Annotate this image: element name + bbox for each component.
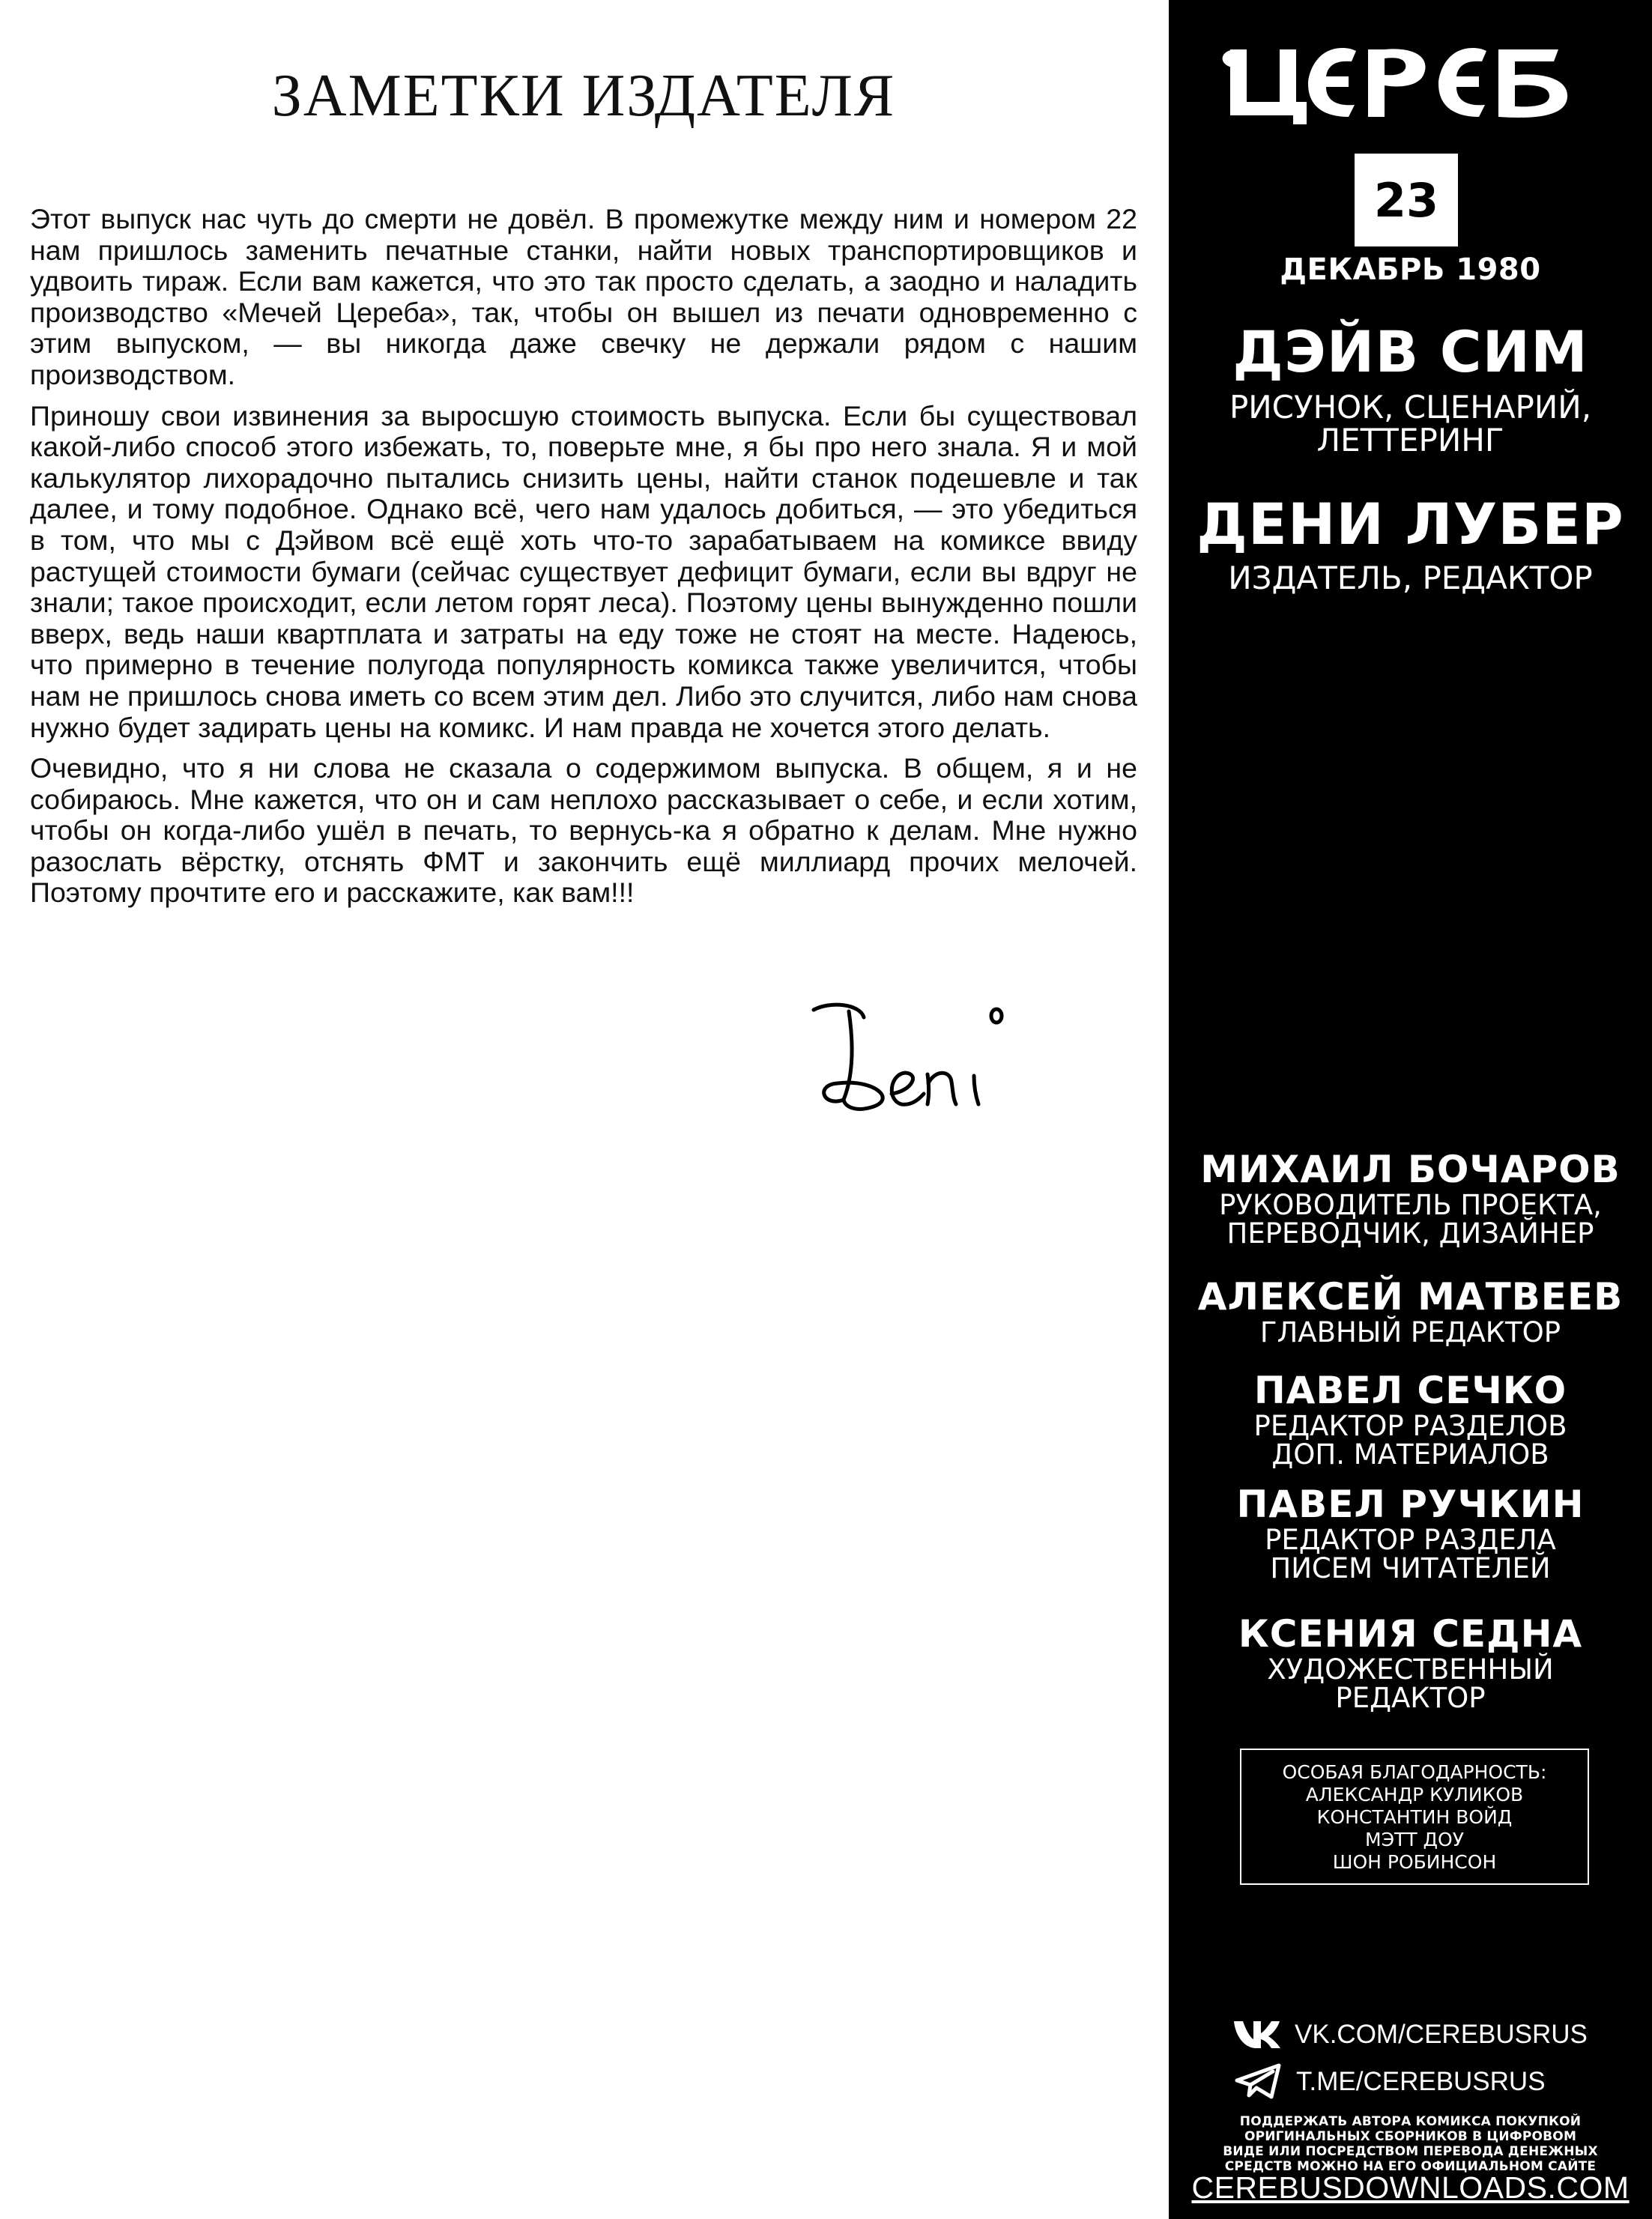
special-thanks-box: [1240, 1749, 1589, 1885]
vk-icon: [1232, 2015, 1282, 2053]
credit-role: [1169, 559, 1652, 596]
credit-role-line: ХУДОЖЕСТВЕННЫЙ: [1267, 1653, 1554, 1686]
credit-name: КСЕНИЯ СЕДНА: [1238, 1612, 1583, 1656]
credit-role-line: ДОП. МАТЕРИАЛОВ: [1271, 1438, 1549, 1471]
credit-role-line: РЕДАКТОР РАЗДЕЛОВ: [1253, 1409, 1567, 1442]
credit-role-line: ГЛАВНЫЙ РЕДАКТОР: [1259, 1316, 1561, 1348]
issue-date: ДЕКАБРЬ 1980: [1280, 252, 1541, 287]
credit-role: [1169, 1523, 1652, 1585]
page-title: ЗАМЕТКИ ИЗДАТЕЛЯ: [271, 63, 896, 129]
credit-role-line: ЛЕТТЕРИНГ: [1316, 421, 1504, 458]
notes-body: [30, 204, 1137, 918]
thanks-name: КОНСТАНТИН ВОЙД: [1316, 1806, 1513, 1828]
credit-pavel-ruchkin: [1169, 1485, 1652, 1584]
vk-link-text: VK.COM/CEREBUSRUS: [1295, 2020, 1588, 2049]
thanks-name: ШОН РОБИНСОН: [1332, 1851, 1497, 1873]
support-line: ОРИГИНАЛЬНЫХ СБОРНИКОВ В ЦИФРОВОМ: [1244, 2129, 1577, 2144]
support-line: СРЕДСТВ МОЖНО НА ЕГО ОФИЦИАЛЬНОМ САЙТЕ: [1224, 2159, 1597, 2174]
credit-name: МИХАИЛ БОЧАРОВ: [1200, 1148, 1621, 1191]
credit-role: [1169, 388, 1652, 458]
credits-sidebar: [1169, 0, 1652, 2219]
notes-paragraph: Этот выпуск нас чуть до смерти не довёл. В промежутке между ним и номером 22 нам пришлось заменить печатные станки, найти новых транспортировщиков и удвоить тираж. Если вам кажется, что это так просто сделать, а заодно и наладить производство «Мечей Цереба», так, чтобы он вышел из печати одновременно с этим выпуском, — вы никогда даже свечку не держали рядом с нашим производством.: [30, 203, 1137, 390]
credit-dave-sim: [1169, 318, 1652, 458]
credit-mikhail-bocharov: [1169, 1150, 1652, 1249]
credit-role: [1169, 1188, 1652, 1250]
thanks-heading: ОСОБАЯ БЛАГОДАРНОСТЬ:: [1282, 1761, 1547, 1783]
notes-paragraph: Приношу свои извинения за выросшую стоимость выпуска. Если бы существовал какой-либо способ этого избежать, то, поверьте мне, я бы про него знала. Я и мой калькулятор лихорадочно пытались снизить цены, найти станок подешевле и так далее, и тому подобное. Однако всё, чего нам удалось добиться, — это убедиться в том, что мы с Дэйвом всё ещё хоть что-то зарабатываем на комиксе ввиду растущей стоимости бумаги (сейчас существует дефицит бумаги, если вы вдруг не знали; такое происходит, если летом горят леса). Поэтому цены вынужденно пошли вверх, ведь наши квартплата и затраты на еду тоже не стоят на месте. Надеюсь, что примерно в течение полугода популярность комикса также увеличится, чтобы нам не пришлось снова иметь со всем этим дел. Либо это случится, либо нам снова нужно будет задирать цены на комикс. И нам правда не хочется этого делать.: [30, 399, 1137, 743]
credit-role-line: ИЗДАТЕЛЬ, РЕДАКТОР: [1228, 559, 1593, 596]
issue-number-badge: 23: [1355, 154, 1458, 246]
credit-name: ПАВЕЛ СЕЧКО: [1253, 1369, 1567, 1412]
credit-role-line: РИСУНОК, СЦЕНАРИЙ,: [1229, 388, 1592, 426]
credit-aleksey-matveev: [1169, 1277, 1652, 1347]
notes-paragraph: Очевидно, что я ни слова не сказала о содержимом выпуска. В общем, я и не собираюсь. Мне кажется, что он и сам неплохо рассказывает о себе, и если хотим, чтобы он когда-либо ушёл в печать, то вернусь-ка я обратно к делам. Мне нужно разослать вёрстку, отснять ФМТ и закончить ещё миллиард прочих мелочей. Поэтому прочтите его и расскажите, как вам!!!: [30, 752, 1137, 909]
signature: [808, 995, 1017, 1122]
telegram-link-text: T.ME/CEREBUSRUS: [1296, 2067, 1546, 2096]
support-note: [1169, 2114, 1652, 2174]
credit-name: АЛЕКСЕЙ МАТВЕЕВ: [1197, 1275, 1624, 1319]
credit-pavel-sechko: [1169, 1371, 1652, 1470]
telegram-icon: [1234, 2062, 1283, 2100]
vk-link[interactable]: [1169, 2015, 1652, 2053]
cerebus-logo: [1169, 33, 1652, 130]
credit-role: [1169, 1409, 1652, 1471]
support-line: ПОДДЕРЖАТЬ АВТОРА КОМИКСА ПОКУПКОЙ: [1239, 2114, 1582, 2129]
credit-name: ДЕНИ ЛУБЕР: [1196, 491, 1624, 557]
credit-role: [1169, 1316, 1652, 1348]
thanks-name: АЛЕКСАНДР КУЛИКОВ: [1305, 1784, 1524, 1805]
credit-role-line: РЕДАКТОР: [1335, 1682, 1486, 1715]
credit-role-line: ПЕРЕВОДЧИК, ДИЗАЙНЕР: [1226, 1217, 1594, 1250]
credit-name: ДЭЙВ СИМ: [1232, 318, 1588, 385]
credit-ksenia-sedna: [1169, 1614, 1652, 1713]
credit-role-line: РУКОВОДИТЕЛЬ ПРОЕКТА,: [1219, 1188, 1602, 1221]
credit-role-line: ПИСЕМ ЧИТАТЕЛЕЙ: [1270, 1552, 1551, 1585]
website-link[interactable]: CEREBUSDOWNLOADS.COM: [1191, 2170, 1630, 2205]
thanks-name: МЭТТ ДОУ: [1365, 1829, 1464, 1850]
credit-deni-luber: [1169, 491, 1652, 596]
credit-role-line: РЕДАКТОР РАЗДЕЛА: [1265, 1523, 1556, 1556]
credit-role: [1169, 1653, 1652, 1715]
telegram-link[interactable]: [1169, 2062, 1652, 2100]
credit-name: ПАВЕЛ РУЧКИН: [1236, 1483, 1585, 1526]
support-line: ВИДЕ ИЛИ ПОСРЕДСТВОМ ПЕРЕВОДА ДЕНЕЖНЫХ: [1223, 2144, 1598, 2159]
